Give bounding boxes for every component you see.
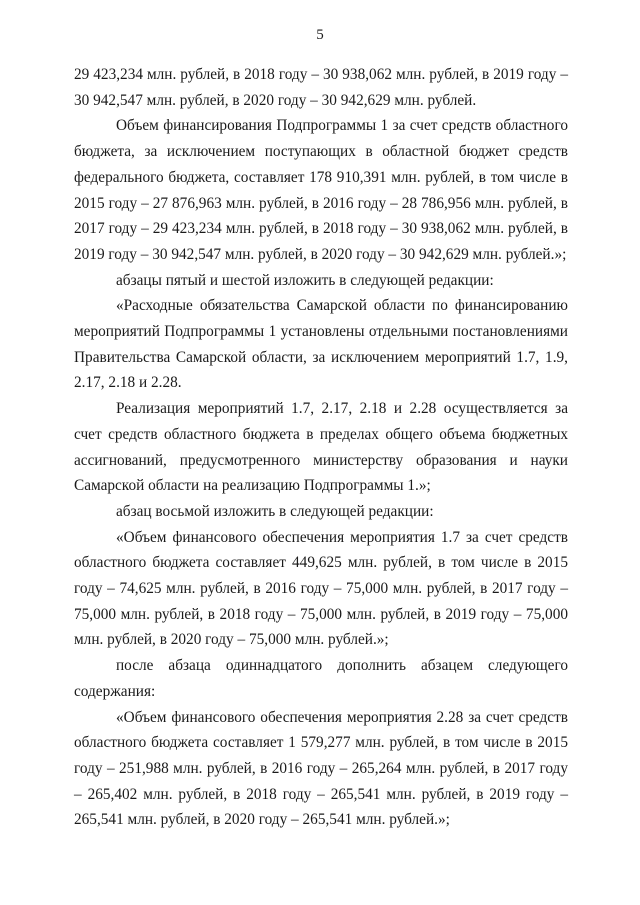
document-body [74, 62, 568, 833]
paragraph-funding-volume: Объем финансирования Подпрограммы 1 за счет средств областного бюджета, за исключением поступающих в областной бюджет средств федерального бюджета, составляет 178 910,391 млн. рублей, в том числе в 2015 году – 27 876,963 млн. рублей, в 2016 году – 28 786,956 млн. рублей, в 2017 году – 29 423,234 млн. рублей, в 2018 году – 30 938,062 млн. рублей, в 2019 году – 30 942,547 млн. рублей, в 2020 году – 30 942,629 млн. рублей.»; [74, 117, 568, 263]
paragraph-continuation: 29 423,234 млн. рублей, в 2018 году – 30 938,062 млн. рублей, в 2019 году – 30 942,547 млн. рублей, в 2020 году – 30 942,629 млн. рублей. [74, 66, 568, 109]
page-number: 5 [316, 27, 324, 43]
paragraph-implementation: Реализация мероприятий 1.7, 2.17, 2.18 и 2.28 осуществляется за счет средств областного бюджета в пределах общего объема бюджетных ассигнований, предусмотренного министерству образования и науки Самарской области на реализацию Подпрограммы 1.»; [74, 400, 568, 495]
paragraph-measure-2-28: «Объем финансового обеспечения мероприятия 2.28 за счет средств областного бюджета составляет 1 579,277 млн. рублей, в том числе в 2015 году – 251,988 млн. рублей, в 2016 году – 265,264 млн. рублей, в 2017 году – 265,402 млн. рублей, в 2018 году – 265,541 млн. рублей, в 2019 году – 265,541 млн. рублей, в 2020 году – 265,541 млн. рублей.»; [74, 708, 568, 829]
paragraph-instruction-after-eleventh: после абзаца одиннадцатого дополнить абзацем следующего содержания: [74, 657, 568, 700]
paragraph-measure-1-7: «Объем финансового обеспечения мероприятия 1.7 за счет средств областного бюджета составляет 449,625 млн. рублей, в том числе в 2015 году – 74,625 млн. рублей, в 2016 году – 75,000 млн. рублей, в 2017 году – 75,000 млн. рублей, в 2018 году – 75,000 млн. рублей, в 2019 году – 75,000 млн. рублей, в 2020 году – 75,000 млн. рублей.»; [74, 528, 568, 649]
paragraph-expenditure-obligations: «Расходные обязательства Самарской области по финансированию мероприятий Подпрограммы 1 установлены отдельными постановлениями Правительства Самарской области, за исключением мероприятий 1.7, 1.9, 2.17, 2.18 и 2.28. [74, 297, 568, 392]
paragraph-instruction-fifth-sixth: абзацы пятый и шестой изложить в следующей редакции: [116, 271, 494, 289]
paragraph-instruction-eighth: абзац восьмой изложить в следующей редакции: [116, 502, 434, 520]
